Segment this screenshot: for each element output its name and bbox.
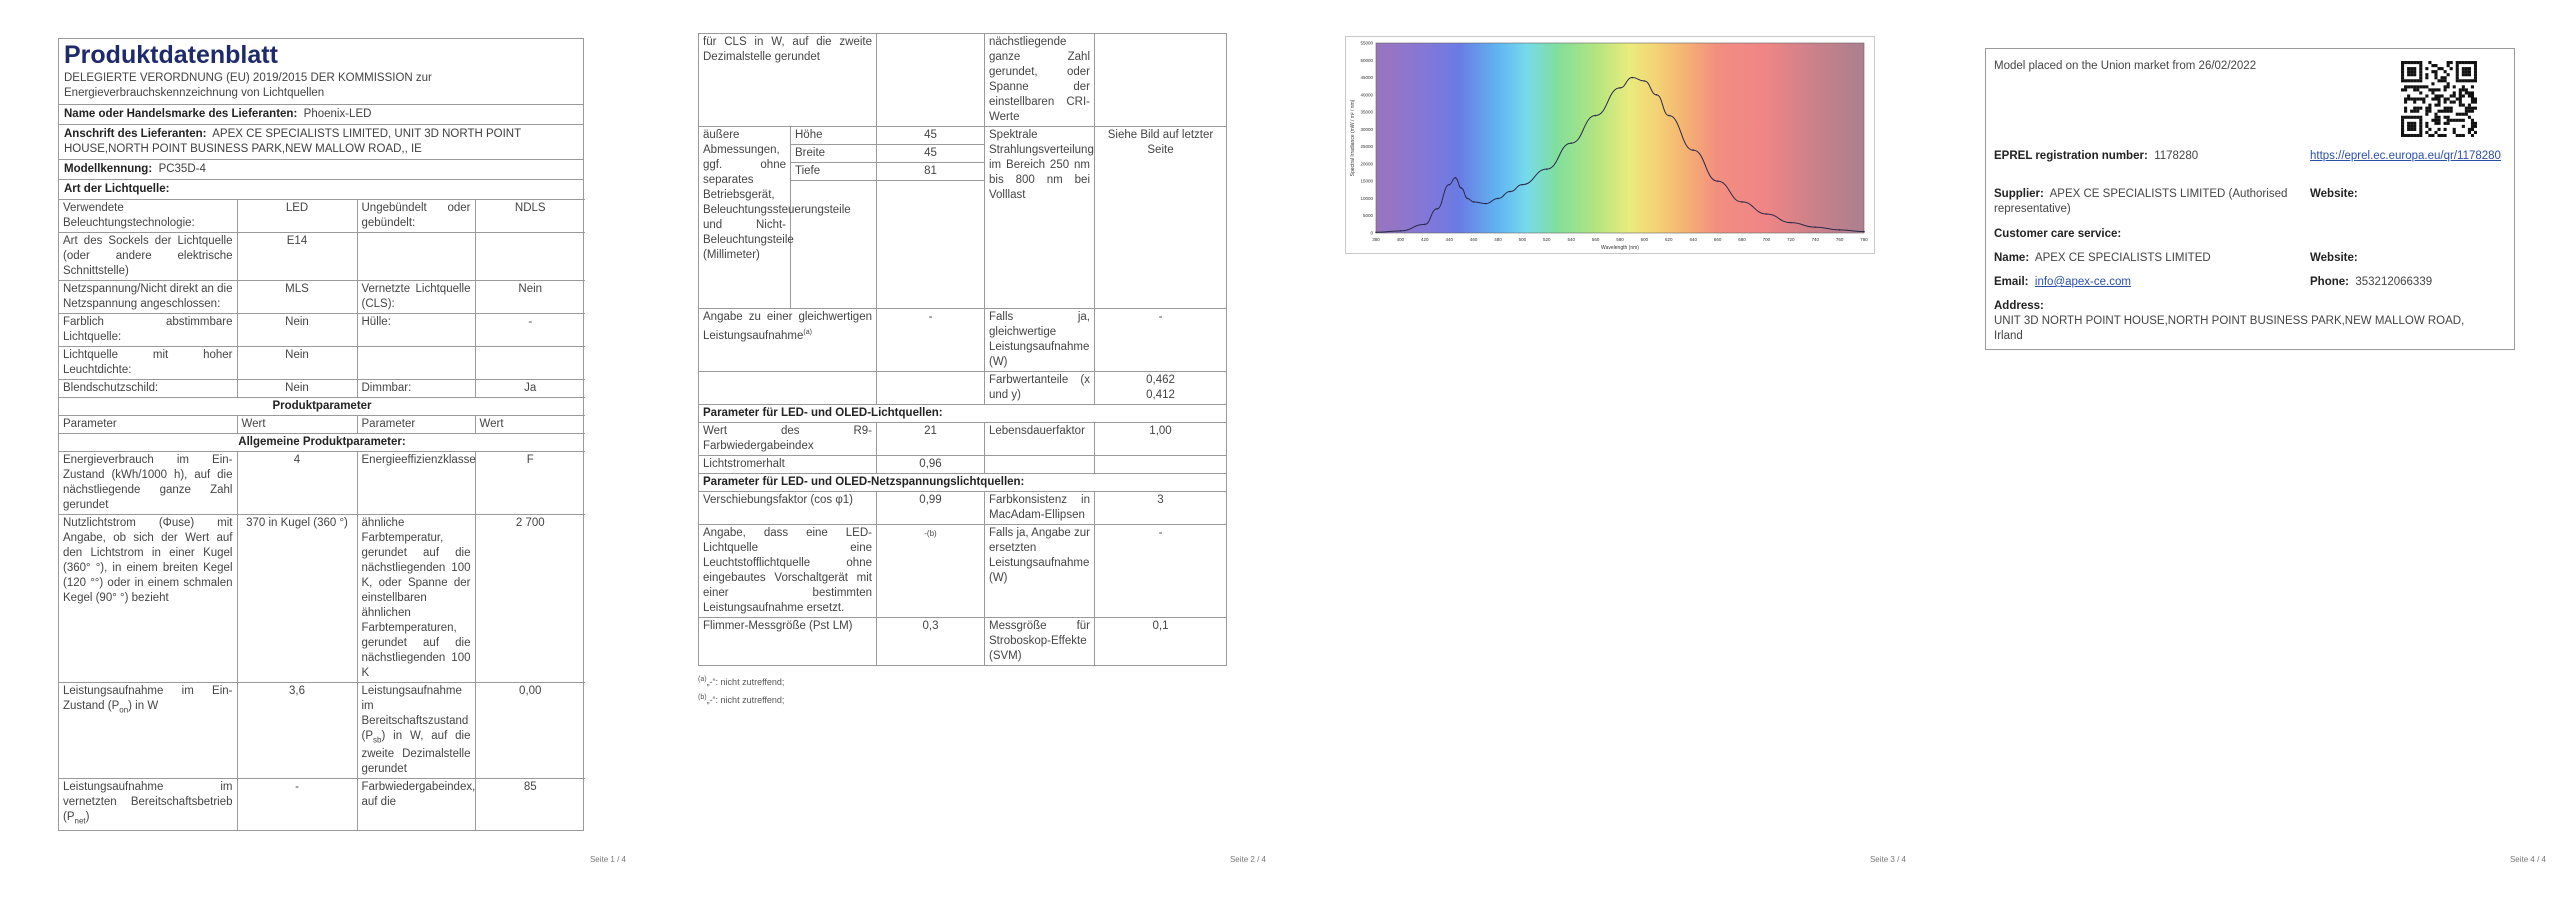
email-link[interactable]: info@apex-ce.com — [2034, 276, 2131, 288]
x-tick-label: 760 — [1835, 237, 1844, 242]
y-tick-label: 30000 — [1360, 126, 1373, 132]
table-row: Farbwertanteile (x und y) 0,462 0,412 — [699, 372, 1227, 405]
footnote-b: $^{(b)}$„-“: nicht zutreffend; — [698, 694, 785, 705]
qr-code-icon[interactable] — [2401, 61, 2477, 137]
spectrum-point — [1631, 77, 1633, 79]
spectrum-point — [1692, 149, 1694, 151]
x-tick-label: 420 — [1421, 237, 1429, 242]
x-tick-label: 460 — [1469, 237, 1478, 242]
x-tick-label: 400 — [1396, 237, 1405, 242]
y-tick-label: 50000 — [1360, 57, 1373, 63]
customer-care-name: Name: APEX CE SPECIALISTS LIMITED — [1994, 252, 2211, 264]
spectrum-point — [1790, 222, 1792, 224]
table-section-header: Allgemeine Produktparameter: — [59, 434, 585, 452]
placed-on-market-text: Model placed on the Union market from 26/02/2022 — [1994, 60, 2257, 72]
visible-spectrum-background — [1376, 43, 1864, 233]
spectrum-point — [1570, 142, 1572, 144]
customer-care-website: Website: — [2310, 252, 2358, 264]
x-tick-label: 660 — [1713, 237, 1722, 242]
table-row: Leistungsaufnahme im vernetzten Bereitschaftsbetrieb $(P_{net})$ - Farbwiedergabeindex, auf die 85 — [59, 779, 585, 830]
spectrum-point — [1595, 115, 1597, 117]
spectrum-point — [1863, 231, 1865, 233]
spectrum-point — [1455, 177, 1457, 179]
x-axis-label: Wavelength (nm) — [1601, 245, 1639, 251]
customer-care-heading: Customer care service: — [1994, 228, 2122, 240]
spectrum-point — [1424, 224, 1426, 226]
x-tick-label: 600 — [1640, 237, 1649, 242]
x-tick-label: 640 — [1689, 237, 1697, 242]
spectrum-point — [1448, 184, 1450, 186]
table-row: Leistungsaufnahme im Ein-Zustand $(P_{on})$ in W 3,6 Leistungsaufnahme im Bereitschaftszustand $(P_{sb})$ in W, auf die zweite Dezimalstelle gerundet 0,00 — [59, 683, 585, 779]
page-number: Seite 4 / 4 — [2509, 855, 2546, 864]
table-section-header: Parameter für LED- und OLED-Netzspannungslichtquellen: — [699, 474, 1227, 492]
y-axis-label: Spectral Irradiance (mW / m² / nm) — [1350, 99, 1356, 177]
y-tick-label: 10000 — [1360, 195, 1373, 201]
eprel-link[interactable]: https://eprel.ec.europa.eu/qr/1178280 — [2310, 150, 2501, 162]
datasheet-page-2 — [640, 0, 1280, 870]
light-source-type-header: Art der Lichtquelle: — [59, 179, 583, 199]
table-row: Angabe zu einer gleichwertigen Leistungsaufnahme$^{(a)}$ - Falls ja, gleichwertige Leistungsaufnahme (W) - — [699, 309, 1227, 372]
x-tick-label: 520 — [1543, 237, 1551, 242]
table-section-header: Produktparameter — [59, 398, 585, 416]
spectrum-point — [1644, 80, 1646, 82]
customer-care-phone: Phone: 353212066339 — [2310, 276, 2433, 288]
x-tick-label: 780 — [1860, 237, 1868, 242]
table-section-header: Parameter für LED- und OLED-Lichtquellen: — [699, 405, 1227, 423]
address-value: UNIT 3D NORTH POINT HOUSE,NORTH POINT BUSINESS PARK,NEW MALLOW ROAD, Irland — [1994, 315, 2465, 342]
x-tick-label: 620 — [1665, 237, 1673, 242]
table-row: Lichtquelle mit hoher Leuchtdichte: Nein — [59, 347, 585, 380]
table-row: äußere Abmessungen, ggf. ohne separates Betriebsgerät, Beleuchtungssteuerungsteile und Nicht-Beleuchtungsteile (Millimeter) Höhe 45 Spektrale Strahlungsverteilung im Bereich 250 nm bis 800 nm bei Volllast Siehe Bild auf letzter Seite — [699, 127, 1227, 145]
spectrum-point — [1717, 180, 1719, 182]
spectrum-point — [1497, 198, 1499, 200]
table-row: Verschiebungsfaktor (cos φ1) 0,99 Farbkonsistenz in MacAdam-Ellipsen 3 — [699, 492, 1227, 525]
document-title: Produktdatenblatt — [64, 41, 278, 69]
y-tick-label: 15000 — [1360, 178, 1373, 184]
spectrum-plot — [1346, 37, 1876, 255]
product-table-page-2 — [698, 33, 1227, 666]
x-tick-label: 380 — [1372, 237, 1380, 242]
datasheet-page-3 — [1280, 0, 1920, 870]
y-tick-label: 20000 — [1360, 161, 1373, 167]
spectrum-point — [1814, 226, 1816, 228]
spectrum-point — [1656, 94, 1658, 96]
y-tick-label: 0 — [1370, 230, 1373, 236]
supplier-line: Name oder Handelsmarke des Lieferanten: Phoenix-LED — [59, 104, 583, 124]
y-tick-label: 45000 — [1360, 75, 1373, 81]
model-line: Modellkennung: PC35D-4 — [59, 159, 583, 179]
y-tick-label: 35000 — [1360, 109, 1373, 115]
spectrum-point — [1509, 191, 1511, 193]
x-tick-label: 560 — [1591, 237, 1600, 242]
spectrum-point — [1522, 184, 1524, 186]
table-row: für CLS in W, auf die zweite Dezimalstelle gerundet nächstliegende ganze Zahl gerundet, oder Spanne der einstellbaren CRI-Werte — [699, 34, 1227, 127]
table-row: Flimmer-Messgröße (Pst LM) 0,3 Messgröße für Stroboskop-Effekte (SVM) 0,1 — [699, 618, 1227, 666]
table-row: Lichtstromerhalt 0,96 — [699, 456, 1227, 474]
table-row: Tiefe 81 — [699, 163, 1227, 181]
x-tick-label: 500 — [1518, 237, 1527, 242]
table-row: Angabe, dass eine LED-Lichtquelle eine Leuchtstofflichtquelle ohne eingebautes Vorschaltgerät mit einer bestimmten Leistungsaufnahme ersetzt. -(b) Falls ja, Angabe zur ersetzten Leistungsaufnahme (W) - — [699, 525, 1227, 618]
y-tick-label: 55000 — [1360, 40, 1373, 46]
datasheet-page-4 — [1920, 0, 2560, 870]
datasheet-page-1 — [0, 0, 640, 870]
spectrum-point — [1546, 168, 1548, 170]
address-line: Anschrift des Lieferanten: APEX CE SPECIALISTS LIMITED, UNIT 3D NORTH POINT HOUSE,NORTH POINT BUSINESS PARK,NEW MALLOW ROAD,, IE — [59, 124, 583, 159]
customer-care-email: Email: info@apex-ce.com — [1994, 276, 2131, 288]
x-tick-label: 680 — [1738, 237, 1746, 242]
table-column-headers: Parameter Wert Parameter Wert — [59, 416, 585, 434]
table-row: Farblich abstimmbare Lichtquelle: Nein Hülle: - — [59, 314, 585, 347]
table-row: Energieverbrauch im Ein-Zustand (kWh/1000 h), auf die nächstliegende ganze Zahl gerundet 4 Energieeffizienzklasse F — [59, 452, 585, 515]
x-tick-label: 440 — [1445, 237, 1453, 242]
spectrum-point — [1436, 208, 1438, 210]
regulation-text: DELEGIERTE VERORDNUNG (EU) 2019/2015 DER KOMMISSION zur Energieverbrauchskennzeichnung von Lichtquellen — [64, 72, 432, 99]
page-number: Seite 3 / 4 — [1869, 855, 1906, 864]
spectrum-point — [1473, 201, 1475, 203]
spectrum-point — [1619, 87, 1621, 89]
table-row: Netzspannung/Nicht direkt an die Netzspannung angeschlossen: MLS Vernetzte Lichtquelle (CLS): Nein — [59, 281, 585, 314]
table-row: Nutzlichtstrom (Φuse) mit Angabe, ob sich der Wert auf den Lichtstrom in einer Kugel (360° °), in einem breiten Kegel (120 °°) oder in einem schmalen Kegel (90° °) bezieht 370 in Kugel (360 °) ähnliche Farbtemperatur, gerundet auf die nächstliegenden 100 K, oder Spanne der einstellbaren ähnlichen Farbtemperaturen, gerundet auf die nächstliegenden 100 K 2 700 — [59, 515, 585, 683]
x-tick-label: 720 — [1787, 237, 1795, 242]
x-tick-label: 540 — [1567, 237, 1575, 242]
y-tick-label: 40000 — [1360, 92, 1373, 98]
spectral-distribution-chart — [1345, 36, 1875, 254]
product-table-page-1 — [59, 199, 585, 830]
y-tick-label: 5000 — [1362, 213, 1373, 219]
footnotes — [698, 672, 1226, 708]
supplier-info: Supplier: APEX CE SPECIALISTS LIMITED (Authorised representative) — [1994, 188, 2288, 215]
table-row: Wert des R9-Farbwiedergabeindex 21 Lebensdauerfaktor 1,00 — [699, 423, 1227, 456]
x-tick-label: 480 — [1494, 237, 1502, 242]
page-number: Seite 2 / 4 — [1229, 855, 1266, 864]
supplier-website: Website: — [2310, 188, 2358, 200]
datasheet-frame — [698, 33, 1226, 708]
page-number: Seite 1 / 4 — [589, 855, 626, 864]
address-label: Address: — [1994, 300, 2044, 312]
x-tick-label: 740 — [1811, 237, 1819, 242]
x-tick-label: 700 — [1762, 237, 1771, 242]
datasheet-frame — [58, 38, 584, 831]
spectrum-point — [1400, 230, 1402, 232]
table-row: Art des Sockels der Lichtquelle (oder andere elektrische Schnittstelle) E14 — [59, 233, 585, 281]
eprel-info-box — [1985, 48, 2515, 350]
spectrum-point — [1375, 232, 1377, 234]
spectrum-point — [1485, 203, 1487, 205]
table-row: Breite 45 — [699, 145, 1227, 163]
spectrum-point — [1461, 187, 1463, 189]
y-tick-label: 25000 — [1360, 144, 1373, 150]
spectrum-point — [1467, 198, 1469, 200]
spectrum-point — [1839, 229, 1841, 231]
spectrum-point — [1741, 201, 1743, 203]
table-row: Blendschutzschild: Nein Dimmbar: Ja — [59, 380, 585, 398]
table-row: Verwendete Beleuchtungstechnologie: LED Ungebündelt oder gebündelt: NDLS — [59, 200, 585, 233]
x-tick-label: 580 — [1616, 237, 1624, 242]
spectrum-point — [1766, 213, 1768, 215]
eprel-registration: EPREL registration number: 1178280 — [1994, 150, 2199, 162]
spectrum-point — [1668, 115, 1670, 117]
footnote-a: $^{(a)}$„-“: nicht zutreffend; — [698, 676, 785, 687]
